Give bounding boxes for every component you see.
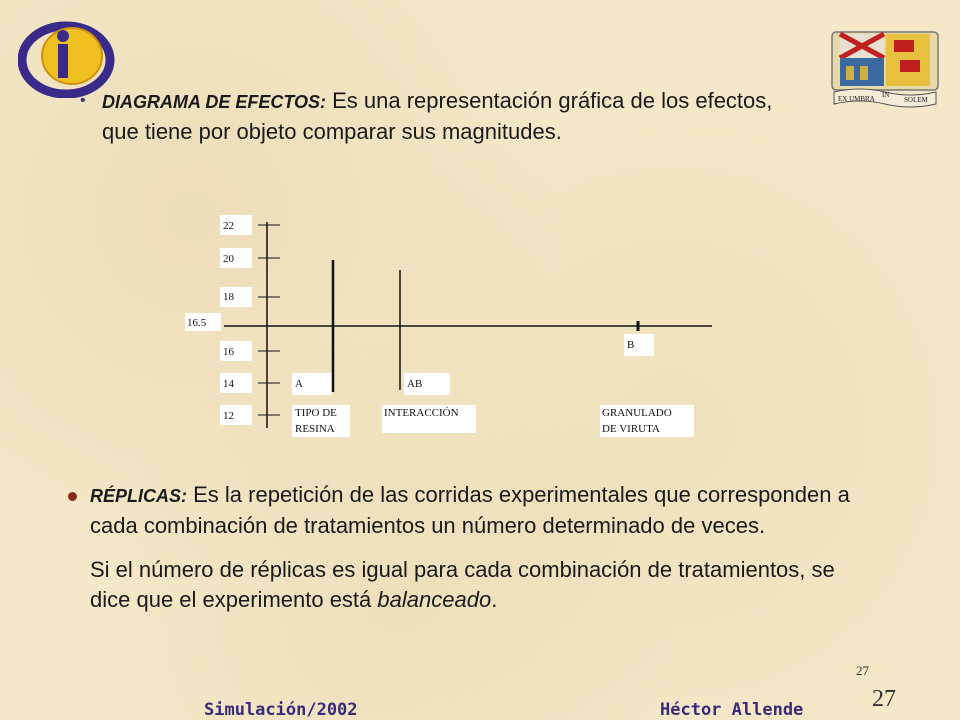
- tick-label-22: 22: [223, 220, 234, 232]
- tick-label-12: 12: [223, 410, 234, 422]
- category-label-b-2: DE VIRUTA: [602, 423, 660, 435]
- balanced-text: Si el número de réplicas es igual para cada combinación de tratamientos, se dice que el experimento está: [90, 557, 835, 612]
- effect-label-a: A: [295, 378, 303, 390]
- category-label-a-2: RESINA: [295, 423, 335, 435]
- tick-label-18: 18: [223, 291, 234, 303]
- balanced-paragraph: [90, 555, 858, 615]
- category-label-a-1: TIPO DE: [295, 407, 337, 419]
- crest-motto-2: IN: [882, 91, 890, 99]
- category-label-ab: INTERACCIÓN: [384, 407, 459, 419]
- effect-label-ab: AB: [407, 378, 423, 390]
- tick-label-14: 14: [223, 378, 234, 390]
- university-crest: [830, 28, 940, 110]
- effects-diagram: [180, 210, 740, 450]
- balanced-end: .: [491, 587, 498, 612]
- balanced-word: balanceado: [377, 587, 492, 612]
- effects-diagram-definition: [80, 86, 810, 147]
- term-replicas: RÉPLICAS:: [90, 486, 188, 506]
- term-diagrama-efectos: DIAGRAMA DE EFECTOS:: [102, 92, 327, 112]
- replicas-text: Es la repetición de las corridas experimentales que corresponden a cada combinación de tratamientos un número determinado de veces.: [90, 482, 850, 538]
- reference-label: 16.5: [187, 317, 207, 329]
- tick-label-16: 16: [223, 346, 234, 358]
- definition-text: Es una representación gráfica de los efectos, que tiene por objeto comparar sus magnitudes.: [102, 88, 773, 144]
- replicas-definition: [68, 480, 858, 615]
- crest-motto-1: EX UMBRA: [838, 95, 875, 103]
- bullet-dot: [68, 492, 77, 501]
- effect-label-b: B: [627, 339, 635, 351]
- bullet-dot: •: [80, 92, 86, 109]
- slide-number: 27: [872, 686, 896, 712]
- slide-number-small: 27: [856, 663, 869, 678]
- replicas-paragraph: [90, 480, 858, 541]
- footer-author: Héctor Allende: [660, 700, 804, 720]
- footer-course: Simulación/2002: [204, 700, 358, 720]
- category-label-b-1: GRANULADO: [602, 407, 672, 419]
- tick-label-20: 20: [223, 253, 234, 265]
- crest-motto-3: SOLEM: [904, 96, 928, 104]
